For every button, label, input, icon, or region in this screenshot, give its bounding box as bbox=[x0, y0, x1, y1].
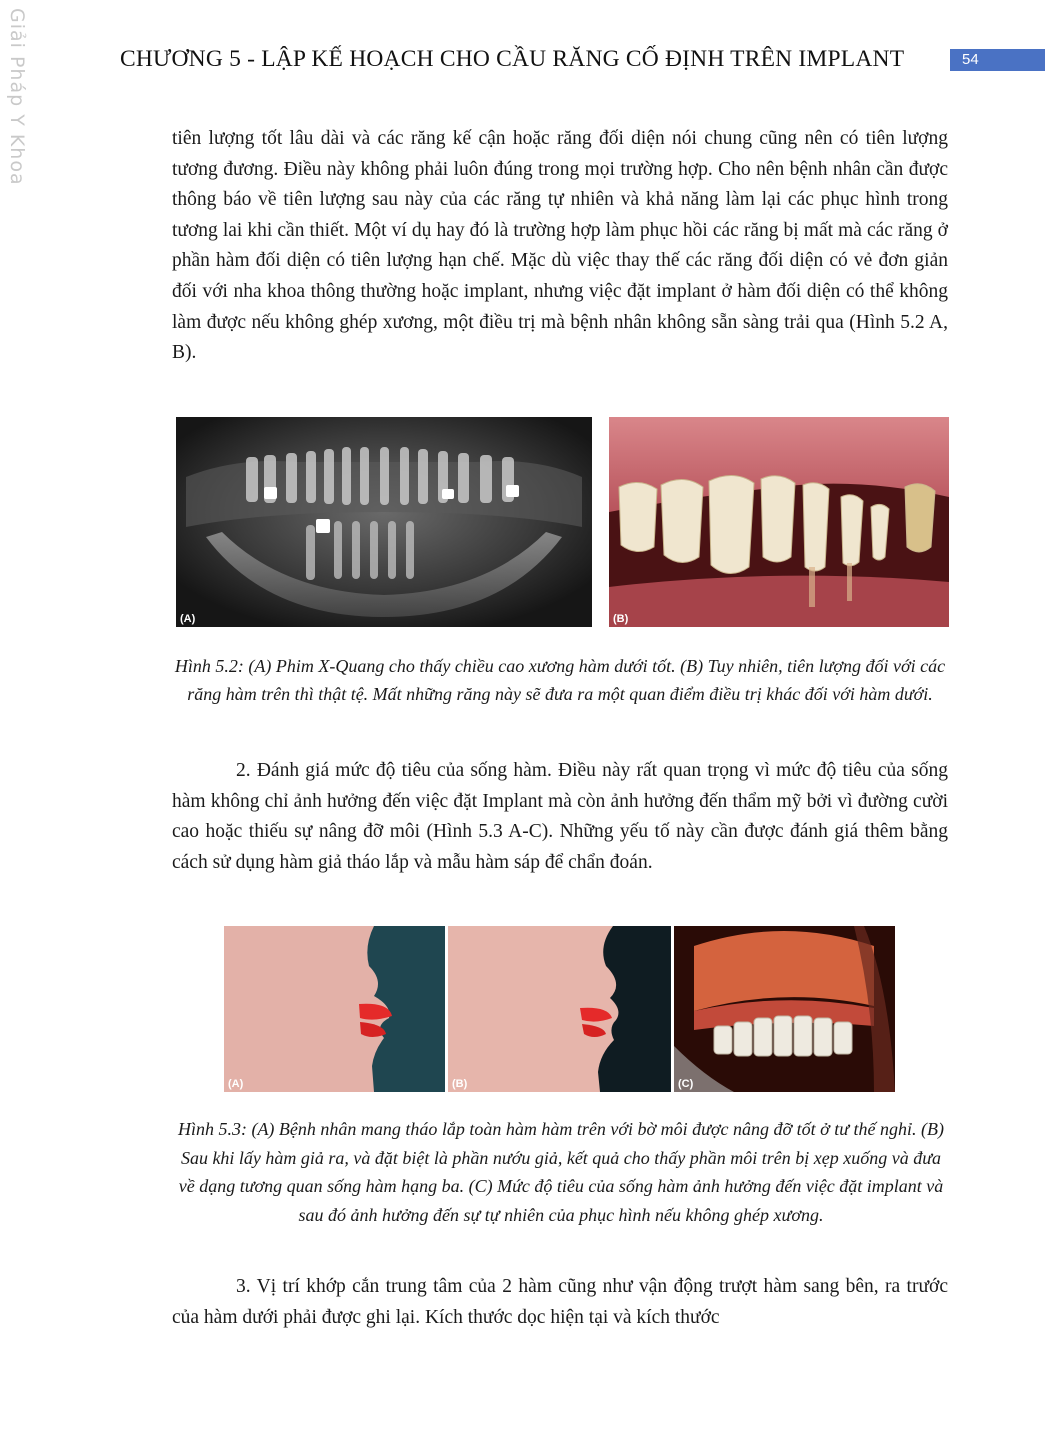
figure-label-b: (B) bbox=[452, 1078, 468, 1090]
figure-label-c: (C) bbox=[678, 1078, 694, 1090]
profile-photo-b bbox=[448, 926, 671, 1092]
chapter-title: CHƯƠNG 5 - LẬP KẾ HOẠCH CHO CẦU RĂNG CỐ ĐỊNH TRÊN IMPLANT bbox=[120, 46, 905, 72]
figure-5-2-b-photo bbox=[609, 417, 949, 627]
figure-5-2-caption: Hình 5.2: (A) Phim X-Quang cho thấy chiều cao xương hàm dưới tốt. (B) Tuy nhiên, tiên lượng đối với các răng hàm trên thì thật tệ. Mất những răng này sẽ đưa ra một quan điểm điều trị khác đối với hàm dưới. bbox=[174, 656, 946, 704]
paragraph-2: 2. Đánh giá mức độ tiêu của sống hàm. Điều này rất quan trọng vì mức độ tiêu của sống hàm không chỉ ảnh hưởng đến việc đặt Implant mà còn ảnh hưởng đến thẩm mỹ bởi vì đường cười cao hoặc thiếu sự nâng đỡ môi (Hình 5.3 A-C). Những yếu tố này cần được đánh giá thêm bằng cách sử dụng hàm giả tháo lắp và mẫu hàm sáp để chẩn đoán. bbox=[172, 760, 948, 873]
figure-label-a: (A) bbox=[180, 613, 196, 625]
figure-5-3-b-photo bbox=[448, 926, 671, 1092]
figure-5-3-caption: Hình 5.3: (A) Bệnh nhân mang tháo lắp toàn hàm hàm trên với bờ môi được nâng đỡ tốt ở tư thế nghỉ. (B) Sau khi lấy hàm giả ra, và đặt biệt là phần nướu giả, kết quả cho thấy phần môi trên bị xẹp xuống và đưa về dạng tương quan sống hàm hạng ba. (C) Mức độ tiêu của sống hàm ảnh hưởng đến việc đặt implant và sau đó ảnh hưởng đến sự tự nhiên của phục hình nếu không ghép xương. bbox=[177, 1119, 945, 1225]
figure-label-a: (A) bbox=[228, 1078, 244, 1090]
figure-5-3-a-photo bbox=[224, 926, 445, 1092]
figure-5-3-c-photo bbox=[674, 926, 895, 1092]
paragraph-1: tiên lượng tốt lâu dài và các răng kế cận hoặc răng đối diện nói chung cũng nên có tiên lượng tương đương. Điều này không phải luôn đúng trong mọi trường hợp. Cho nên bệnh nhân cần được thông báo về tiên lượng sau này của các răng tự nhiên và khả năng làm lại các phục hình trong tương lai khi cần thiết. Một ví dụ hay đó là trường hợp làm phục hồi các răng bị mất mà các răng ở phần hàm đối diện có tiên lượng hạn chế. Mặc dù việc thay thế các răng đối diện có vẻ đơn giản đối với nha khoa thông thường hoặc implant, nhưng việc đặt implant ở hàm đối diện có thể không làm được nếu không ghép xương, một điều trị mà bệnh nhân không sẵn sàng trải qua (Hình 5.2 A, B). bbox=[172, 128, 948, 364]
page-header bbox=[120, 46, 1045, 76]
figure-label-b: (B) bbox=[613, 613, 629, 625]
watermark: Giải Pháp Y Khoa bbox=[6, 8, 28, 186]
intraoral-photo-c bbox=[674, 926, 895, 1092]
paragraph-3: 3. Vị trí khớp cắn trung tâm của 2 hàm cũng như vận động trượt hàm sang bên, ra trước của hàm dưới phải được ghi lại. Kích thước dọc hiện tại và kích thước bbox=[172, 1276, 948, 1328]
profile-photo-a bbox=[224, 926, 445, 1092]
figure-5-2-a-xray bbox=[176, 417, 592, 627]
page-number: 54 bbox=[950, 49, 1045, 71]
intraoral-photo bbox=[609, 417, 949, 627]
xray-image bbox=[176, 417, 592, 627]
